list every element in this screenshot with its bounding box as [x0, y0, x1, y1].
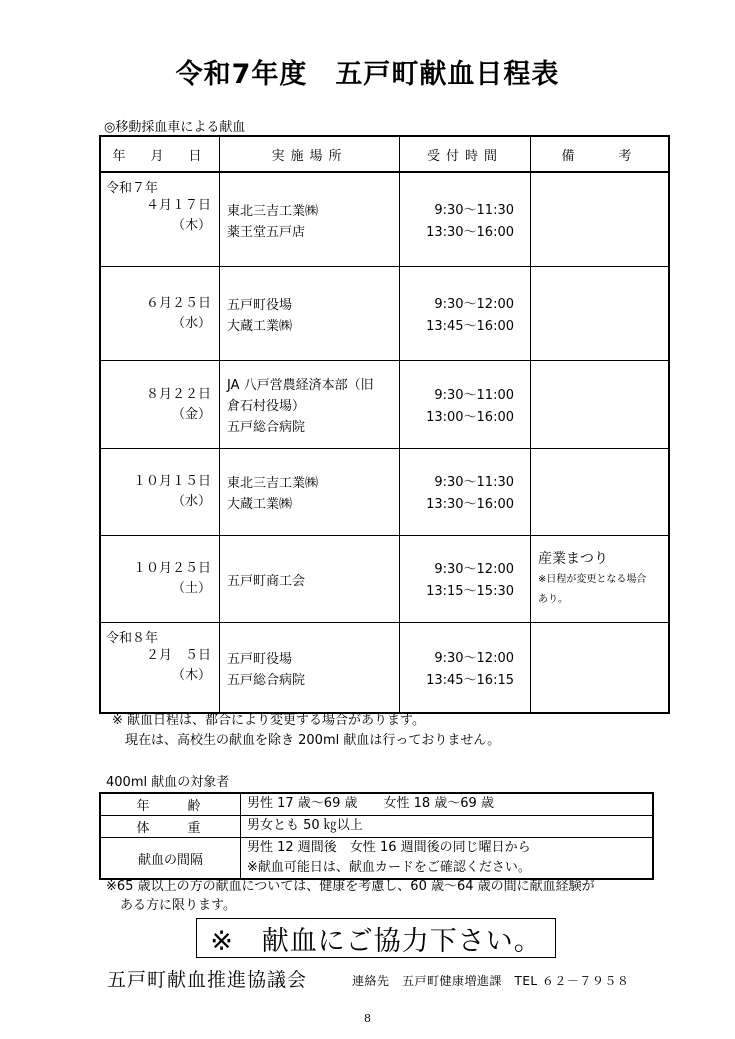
time-lines	[426, 294, 514, 338]
date-era: 令和８年	[106, 631, 159, 646]
age-label: 年 齢	[101, 794, 241, 815]
date-month-day	[133, 472, 211, 512]
time-cell	[400, 267, 531, 360]
footnote-line: ※65 歳以上の方の献血については、健康を考慮し、60 歳〜64 歳の間に献血経験が	[106, 879, 595, 894]
time-cell	[400, 361, 531, 448]
note-cell	[531, 623, 668, 712]
time-cell	[400, 623, 531, 712]
weekday: （水）	[171, 315, 211, 331]
note-cell	[531, 173, 668, 266]
date-month-day	[146, 385, 211, 425]
place-name: 五戸町商工会	[227, 573, 306, 589]
eligibility-row-age	[101, 794, 652, 816]
date-cell	[101, 449, 220, 535]
time-range: 13:30〜16:00	[426, 224, 514, 240]
time-cell	[400, 173, 531, 266]
time-lines	[426, 648, 514, 692]
interval-value	[241, 838, 652, 878]
date-cell	[101, 267, 220, 360]
weight-value: 男女とも 50 ㎏以上	[247, 818, 363, 833]
page-title: 令和7年度 五戸町献血日程表	[175, 59, 560, 90]
age-footnote	[106, 877, 595, 915]
schedule-table	[99, 135, 670, 714]
place-name: 五戸町役場	[227, 651, 293, 667]
weekday: （土）	[171, 581, 211, 596]
note-cell	[531, 449, 668, 535]
weekday: （水）	[171, 494, 211, 509]
month-day: １０月２５日	[132, 561, 211, 576]
place-name: 五戸総合病院	[227, 420, 306, 435]
note-subtext: ※日程が変更となる場合	[538, 574, 647, 585]
date-cell	[101, 623, 220, 712]
table-header-row	[101, 137, 668, 173]
footnote-line: ある方に限ります。	[120, 898, 236, 913]
weekday: （木）	[171, 218, 211, 233]
place-lines	[227, 473, 395, 515]
header-place: 実施場所	[220, 137, 400, 171]
date-month-day	[146, 196, 211, 236]
time-lines	[426, 472, 514, 516]
place-lines	[227, 375, 395, 438]
time-lines	[426, 385, 514, 429]
date-month-day	[146, 294, 211, 334]
place-cell	[220, 536, 400, 622]
weekday: （木）	[171, 668, 211, 683]
eligibility-row-interval	[101, 838, 652, 878]
section-heading-eligibility: 400ml 献血の対象者	[106, 775, 230, 790]
interval-line: 男性 12 週間後 女性 16 週間後の同じ曜日から	[247, 840, 531, 855]
note-subtext: あり。	[538, 594, 568, 605]
contact-info: 連絡先 五戸町健康増進課 TEL ６２－７９５８	[352, 974, 630, 988]
place-cell	[220, 449, 400, 535]
date-era: 令和７年	[106, 181, 159, 196]
place-name: 大蔵工業㈱	[227, 497, 293, 512]
date-cell	[101, 536, 220, 622]
month-day: １０月１５日	[132, 474, 211, 489]
time-range: 9:30〜11:30	[434, 475, 514, 490]
table-row	[101, 449, 668, 536]
month-day: ２月 ５日	[145, 648, 211, 663]
month-day: ４月１７日	[145, 198, 211, 213]
table-row	[101, 267, 668, 361]
interval-line: ※献血可能日は、献血カードをご確認ください。	[247, 860, 531, 875]
time-cell	[400, 449, 531, 535]
date-month-day	[133, 559, 211, 599]
organization-name: 五戸町献血推進協議会	[107, 969, 308, 991]
place-lines	[227, 295, 395, 337]
place-name: 五戸町役場	[227, 297, 293, 313]
time-range: 9:30〜12:00	[434, 562, 514, 577]
place-name: 五戸総合病院	[227, 672, 306, 688]
month-day: ８月２２日	[145, 386, 211, 402]
place-cell	[220, 267, 400, 360]
time-range: 9:30〜12:00	[434, 650, 514, 666]
eligibility-table	[99, 792, 654, 880]
place-cell	[220, 623, 400, 712]
time-range: 13:45〜16:00	[426, 318, 514, 334]
note-cell	[531, 536, 668, 622]
date-cell	[101, 173, 220, 266]
header-time: 受付時間	[400, 137, 531, 171]
table-body	[101, 173, 668, 712]
place-name: JA 八戸営農経済本部（旧	[227, 378, 374, 393]
place-cell	[220, 361, 400, 448]
table-row	[101, 173, 668, 267]
page-number: 8	[364, 1012, 371, 1025]
place-name: 東北三吉工業㈱	[227, 476, 319, 491]
month-day: ６月２５日	[145, 295, 211, 311]
time-range: 9:30〜11:30	[434, 202, 514, 218]
header-date: 年 月 日	[101, 137, 220, 171]
place-lines	[227, 571, 395, 592]
place-name: 東北三吉工業㈱	[227, 203, 319, 219]
time-range: 9:30〜12:00	[434, 296, 514, 312]
place-cell	[220, 173, 400, 266]
note-lines	[538, 548, 666, 610]
date-cell	[101, 361, 220, 448]
schedule-notes	[112, 711, 500, 751]
eligibility-row-weight	[101, 816, 652, 838]
place-name: 大蔵工業㈱	[227, 318, 293, 334]
weight-label: 体 重	[101, 816, 241, 837]
place-lines	[227, 201, 395, 243]
table-row	[101, 623, 668, 712]
note-title: 産業まつり	[538, 551, 608, 567]
interval-label: 献血の間隔	[101, 838, 241, 878]
table-row	[101, 361, 668, 449]
place-name: 薬王堂五戸店	[227, 224, 306, 240]
note-line: 現在は、高校生の献血を除き 200ml 献血は行っておりません。	[125, 733, 501, 748]
age-value: 男性 17 歳〜69 歳 女性 18 歳〜69 歳	[247, 796, 494, 811]
header-notes: 備 考	[561, 148, 638, 164]
time-range: 13:00〜16:00	[426, 409, 514, 425]
section-heading-mobile-unit: ◎移動採血車による献血	[104, 120, 246, 135]
note-cell	[531, 361, 668, 448]
place-lines	[227, 649, 395, 691]
time-range: 13:30〜16:00	[426, 497, 514, 512]
time-range: 13:15〜15:30	[426, 584, 514, 599]
date-month-day	[146, 646, 211, 686]
note-line: ※ 献血日程は、都合により変更する場合があります。	[112, 713, 425, 728]
time-lines	[426, 200, 514, 244]
table-row	[101, 536, 668, 623]
time-range: 9:30〜11:00	[434, 387, 514, 403]
note-cell	[531, 267, 668, 360]
place-name: 倉石村役場）	[227, 399, 306, 414]
weekday: （金）	[171, 406, 211, 422]
appeal-box: ※ 献血にご協力下さい。	[196, 918, 556, 958]
time-cell	[400, 536, 531, 622]
time-range: 13:45〜16:15	[426, 672, 514, 688]
time-lines	[426, 559, 514, 603]
